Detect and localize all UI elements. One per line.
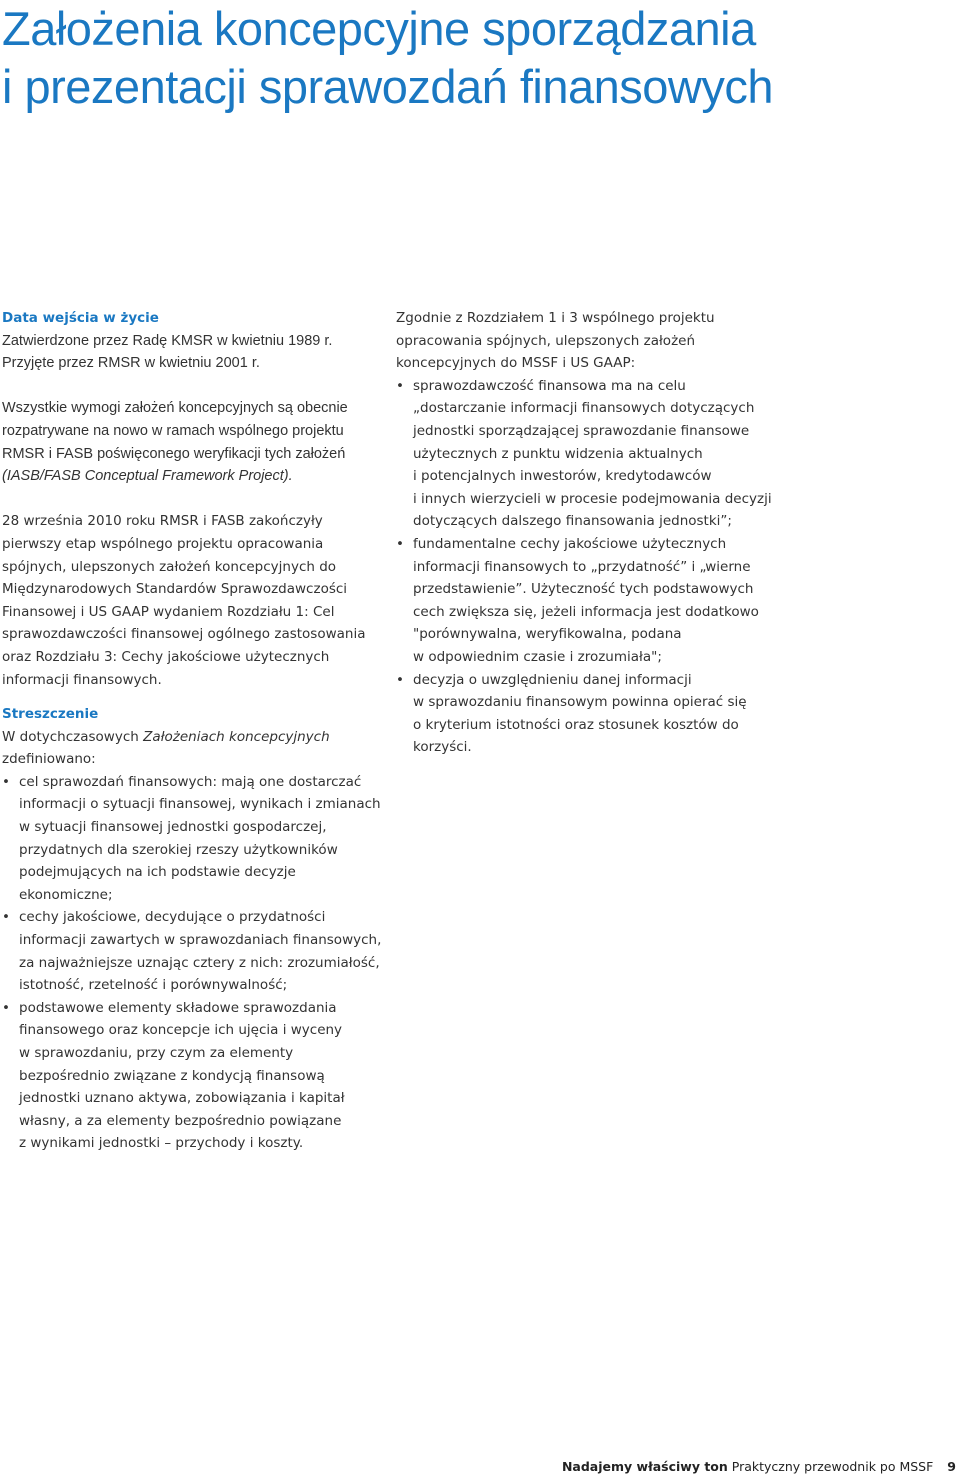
paragraph-line: Wszystkie wymogi założeń koncepcyjnych są obecnie [2,400,348,417]
paragraph-line: spójnych, ulepszonych założeń koncepcyjnych do [2,558,337,575]
page-number: 9 [947,1459,956,1474]
bullet-marker: • [396,671,404,688]
bullet-line: za najważniejsze uznając cztery z nich: zrozumiałość, [19,954,380,971]
bullet-line: dotyczących dalszego finansowania jednostki”; [413,513,732,530]
bullet-line: bezpośrednio związane z kondycją finansową [19,1067,325,1084]
paragraph-line: Zgodnie z Rozdziałem 1 i 3 wspólnego projektu [396,310,715,326]
bullet-marker: • [396,535,404,552]
bullet-line: podejmujących na ich podstawie decyzje [19,864,296,881]
phase-one-paragraph [2,510,372,691]
bullet-line: decyzja o uwzględnieniu danej informacji [413,671,692,688]
paragraph-line: Finansowej i US GAAP wydaniem Rozdziału 1: Cel [2,603,335,620]
bullet-item [2,906,382,996]
paragraph-line: sprawozdawczości finansowej ogólnego zastosowania [2,626,366,643]
bullet-line: "porównywalna, weryfikowalna, podana [413,626,682,643]
bullet-line: w odpowiednim czasie i zrozumiała"; [413,648,662,665]
paragraph-line: (IASB/FASB Conceptual Framework Project). [2,468,293,485]
bullet-item [396,375,776,533]
bullet-line: informacji finansowych to „przydatność” i „wierne [413,558,751,575]
summary-intro-line: zdefiniowano: [2,751,96,768]
bullet-item [396,533,776,669]
effective-date-heading: Data wejścia w życie [2,310,159,326]
bullet-line: sprawozdawczość finansowa ma na celu [413,377,686,394]
bullet-line: „dostarczanie informacji finansowych dotyczących [413,400,755,417]
bullet-line: o kryterium istotności oraz stosunek kosztów do [413,716,739,733]
page-title-line-2: i prezentacji sprawozdań finansowych [2,60,773,113]
footer-publication-title: Praktyczny przewodnik po MSSF [731,1459,934,1474]
page-title [2,0,952,116]
bullet-line: fundamentalne cechy jakościowe użytecznych [413,535,727,552]
bullet-marker: • [2,999,10,1016]
bullet-line: cel sprawozdań finansowych: mają one dostarczać [19,773,362,790]
paragraph-line: informacji finansowych. [2,671,162,688]
paragraph-line: RMSR i FASB poświęconego weryfikacji tych założeń [2,445,346,462]
bullet-line: istotność, rzetelność i porównywalność; [19,977,288,994]
bullet-line: korzyści. [413,739,472,756]
bullet-line: finansowego oraz koncepcje ich ujęcia i wyceny [19,1022,343,1039]
footer-series-title: Nadajemy właściwy ton [561,1459,728,1474]
bullet-marker: • [2,773,10,790]
summary-intro-italic: Założeniach koncepcyjnych [143,728,330,745]
bullet-marker: • [2,909,10,926]
summary-intro [2,726,372,771]
summary-intro-text: W dotychczasowych [2,728,144,745]
summary-heading: Streszczenie [2,706,99,723]
bullet-line: cechy jakościowe, decydujące o przydatności [19,909,326,926]
bullet-line: własny, a za elementy bezpośrednio powiązane [19,1112,342,1129]
paragraph-line: koncepcyjnych do MSSF i US GAAP: [396,355,636,372]
bullet-line: cech zwiększa się, jeżeli informacja jest dodatkowo [413,603,759,620]
bullet-line: podstawowe elementy składowe sprawozdania [19,999,337,1016]
page-title-line-1: Założenia koncepcyjne sporządzania [2,2,756,55]
paragraph-line: oraz Rozdziału 3: Cechy jakościowe użytecznych [2,648,330,665]
bullet-item [2,997,372,1155]
bullet-line: w sprawozdaniu, przy czym za elementy [19,1045,294,1061]
framework-review-paragraph [2,397,372,487]
paragraph-line: opracowania spójnych, ulepszonych założeń [396,332,696,349]
paragraph-line: 28 września 2010 roku RMSR i FASB zakończyły [2,513,323,530]
right-column [396,307,776,759]
paragraph-line: rozpatrywane na nowo w ramach wspólnego projektu [2,422,344,439]
effective-date-line: Przyjęte przez RMSR w kwietniu 2001 r. [2,355,260,372]
bullet-line: w sprawozdaniu finansowym powinna opierać się [413,694,747,711]
effective-date-text [2,330,372,375]
bullet-line: przydatnych dla szerokiej rzeszy użytkowników [19,841,338,858]
bullet-marker: • [396,377,404,394]
effective-date-line: Zatwierdzone przez Radę KMSR w kwietniu 1989 r. [2,332,333,349]
bullet-line: przedstawienie”. Użyteczność tych podstawowych [413,581,754,598]
bullet-line: informacji zawartych w sprawozdaniach finansowych, [19,932,382,949]
page-footer [562,1459,956,1474]
bullet-item [2,771,381,907]
bullet-line: w sytuacji finansowej jednostki gospodarczej, [19,819,327,836]
bullet-line: użytecznych z punktu widzenia aktualnych [413,445,703,462]
bullet-line: jednostki uznano aktywa, zobowiązania i kapitał [19,1090,345,1107]
left-column [2,307,382,1155]
bullet-line: ekonomiczne; [19,886,113,903]
paragraph-line: pierwszy etap wspólnego projektu opracowania [2,535,324,552]
bullet-line: z wynikami jednostki – przychody i koszty. [19,1135,304,1152]
bullet-item [396,669,776,759]
bullet-line: informacji o sytuacji finansowej, wynikach i zmianach [19,796,381,813]
paragraph-line: Międzynarodowych Standardów Sprawozdawczości [2,581,348,598]
right-intro [396,307,776,375]
bullet-line: i potencjalnych inwestorów, kredytodawców [413,468,712,485]
bullet-line: jednostki sporządzającej sprawozdanie finansowe [413,422,750,439]
bullet-line: i innych wierzycieli w procesie podejmowania decyzji [413,490,772,507]
